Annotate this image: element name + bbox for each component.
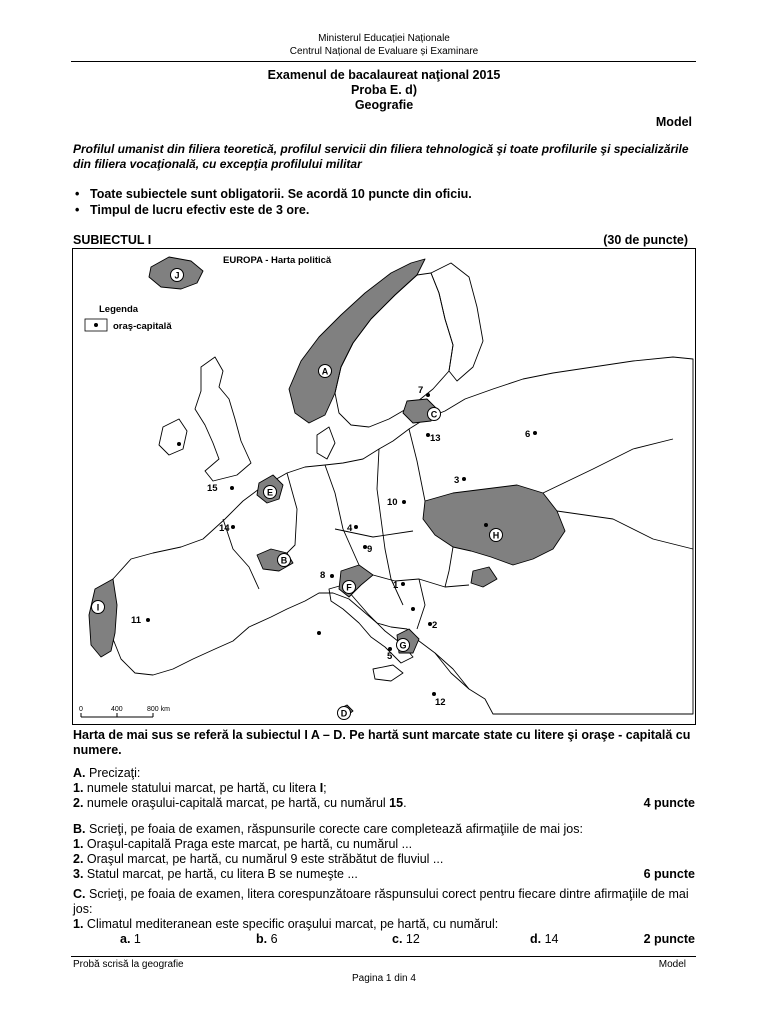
section-b-intro: Scrieţi, pe foaia de examen, răspunsurile corecte care completează afirmaţiile de mai jos: (88, 822, 583, 836)
svg-text:B: B (280, 555, 288, 566)
capital-label: 12 (435, 697, 446, 708)
europe-map (72, 248, 696, 725)
item-number: 1. (73, 917, 84, 931)
map-title: EUROPA - Harta politică (223, 255, 332, 266)
item-number: 2. (73, 796, 84, 810)
capital-label: 13 (430, 433, 441, 444)
capital-label: 9 (367, 544, 373, 555)
item-text: numele statului marcat, pe hartă, cu litera (86, 781, 320, 795)
svg-text:A: A (321, 366, 329, 377)
section-a-letter: A. (73, 766, 86, 780)
scale-label-0: 0 (79, 706, 83, 713)
exam-title: Examenul de bacalaureat naţional 2015 (267, 68, 501, 82)
item-emphasis: I (319, 781, 324, 795)
item-emphasis: 15 (389, 796, 404, 810)
legend-title: Legenda (99, 304, 139, 315)
item-end: ; (323, 781, 327, 795)
item-number: 1. (73, 781, 84, 795)
item-text: numele oraşului-capitală marcat, pe hartă, cu numărul (86, 796, 390, 810)
center-name: Centrul Național de Evaluare și Examinare (289, 46, 479, 57)
state-marker (264, 486, 277, 499)
legend-item: oraş-capitală (113, 321, 172, 332)
svg-text:C: C (430, 409, 438, 420)
svg-text:D: D (340, 708, 348, 719)
rule-item: • Timpul de lucru efectiv este de 3 ore. (73, 202, 693, 218)
model-label: Model (655, 115, 692, 129)
scale-label-400: 400 (111, 706, 123, 713)
footer-left: Probă scrisă la geografie (73, 959, 184, 970)
capital-label: 5 (387, 651, 393, 662)
capital-label: 10 (387, 497, 398, 508)
item-text: Climatul mediteranean este specific oraşului marcat, pe hartă, cu numărul: (86, 917, 499, 931)
state-marker (171, 269, 184, 282)
exam-subject: Geografie (354, 98, 414, 112)
option-b: b. 6 (256, 932, 278, 946)
section-c (73, 887, 695, 947)
section-a-intro: Precizaţi: (88, 766, 141, 780)
svg-text:E: E (266, 487, 274, 498)
capital-label: 15 (207, 483, 218, 494)
capital-label: 11 (131, 615, 142, 626)
capital-label: 4 (347, 523, 353, 534)
svg-text:J: J (174, 270, 180, 281)
subject-heading (73, 233, 688, 247)
svg-text:I: I (96, 602, 100, 613)
rule-item: • Toate subiectele sunt obligatorii. Se acordă 10 puncte din oficiu. (73, 186, 693, 202)
exam-proba: Proba E. d) (351, 83, 417, 97)
state-marker (92, 601, 105, 614)
map-instructions: Harta de mai sus se referă la subiectul I A – D. Pe hartă sunt marcate state cu litere şi oraşe - capitală cu numere. (73, 728, 691, 757)
section-c-points: 2 puncte (643, 932, 695, 946)
footer-right: Model (658, 959, 686, 970)
section-b (73, 822, 695, 882)
subject-label: SUBIECTUL I (73, 233, 152, 247)
item-number: 1. (73, 837, 84, 851)
capital-label: 3 (454, 475, 460, 486)
item-end: . (403, 796, 407, 810)
item-number: 2. (73, 852, 84, 866)
europe-map-graphic (73, 249, 695, 724)
item-text: Oraşul-capitală Praga este marcat, pe hartă, cu numărul ... (86, 837, 413, 851)
svg-text:G: G (399, 640, 407, 651)
state-marker (490, 529, 503, 542)
state-marker (338, 707, 351, 720)
subject-points: (30 de puncte) (603, 233, 688, 247)
svg-text:F: F (346, 582, 352, 593)
header-rule (71, 61, 696, 62)
section-b-letter: B. (73, 822, 86, 836)
option-a: a. 1 (120, 932, 141, 946)
capital-label: 2 (432, 620, 438, 631)
option-d: d. 14 (530, 932, 559, 946)
option-c: c. 12 (392, 932, 420, 946)
footer-rule (71, 956, 696, 957)
profile-intro: Profilul umanist din filiera teoretică, profilul servicii din filiera tehnologică şi toate profilurile şi specializările din filiera vocaţională, cu excepţia profilului militar (73, 142, 689, 171)
capital-label: 7 (418, 385, 424, 396)
capital-label: 8 (320, 570, 326, 581)
item-number: 3. (73, 867, 84, 881)
scale-label-800: 800 km (147, 706, 170, 713)
state-marker (428, 408, 441, 421)
capital-label: 14 (219, 523, 230, 534)
state-marker (319, 365, 332, 378)
section-b-points: 6 puncte (643, 867, 695, 881)
item-text: Oraşul marcat, pe hartă, cu numărul 9 este străbătut de fluviul ... (86, 852, 444, 866)
ministry-name: Ministerul Educației Naționale (318, 33, 450, 44)
rules-list (73, 186, 693, 218)
item-text: Statul marcat, pe hartă, cu litera B se numeşte ... (86, 867, 358, 881)
legend-dot-icon (94, 323, 98, 327)
state-marker (343, 581, 356, 594)
answer-options (73, 932, 695, 947)
svg-text:H: H (492, 530, 500, 541)
page-number: Pagina 1 din 4 (352, 973, 416, 984)
section-c-intro: Scrieţi, pe foaia de examen, litera corespunzătoare răspunsului corect pentru fiecare dintre afirmaţiile de mai jos: (73, 887, 689, 916)
section-c-letter: C. (73, 887, 86, 901)
capital-label: 6 (525, 429, 531, 440)
section-a-points: 4 puncte (643, 796, 695, 810)
state-marker (278, 554, 291, 567)
section-a (73, 766, 695, 811)
capital-label: 1 (393, 580, 399, 591)
state-marker (397, 639, 410, 652)
